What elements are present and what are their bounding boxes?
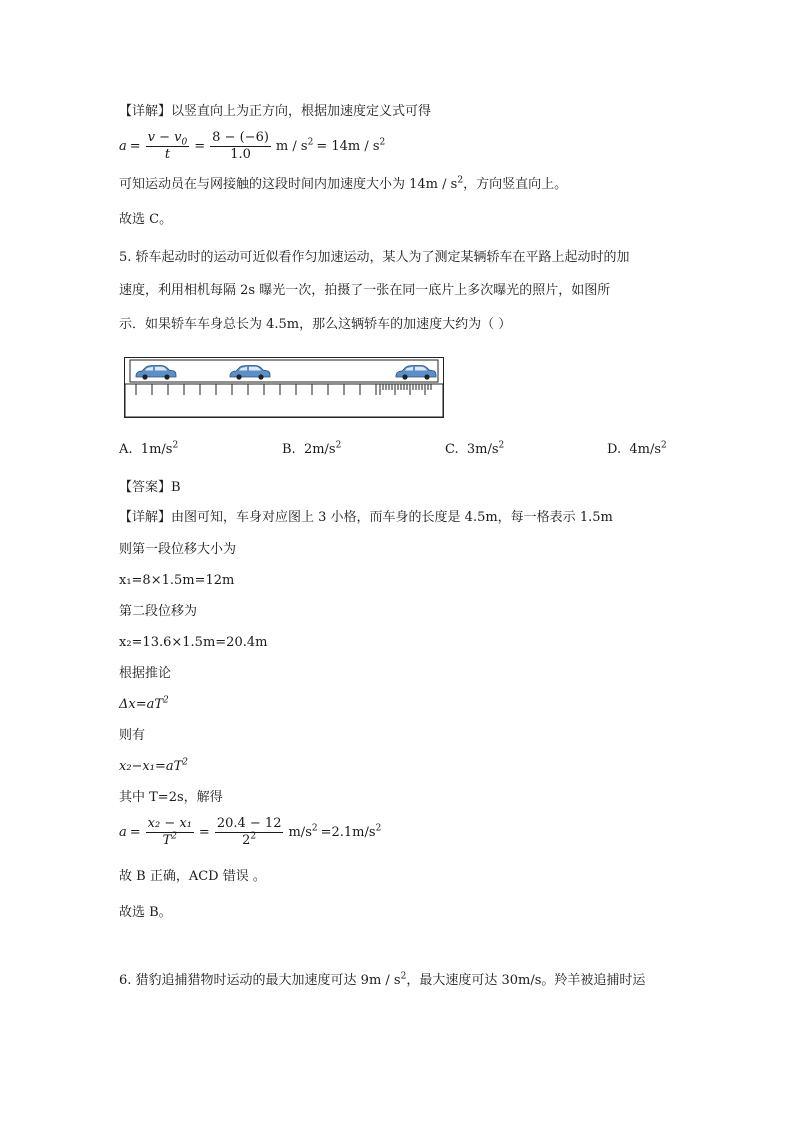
equation-difference: $x_2-x_1=aT^2$	[119, 757, 189, 774]
fraction-x-over-T	[146, 816, 194, 849]
answer-line-5	[119, 479, 181, 497]
step-line-2: 第二段位移为	[119, 604, 198, 619]
option-a[interactable]: A. $1m/s^2$	[119, 440, 179, 457]
step-line-3: 根据推论	[119, 666, 172, 681]
detail-line-4	[119, 103, 431, 121]
formula-result: $=2.1m/s^2$	[320, 823, 382, 840]
formula-var-a: a	[119, 138, 127, 154]
question5-line1: 5. 轿车起动时的运动可近似看作匀加速运动，某人为了测定某辆轿车在平路上起动时的加	[119, 250, 630, 265]
equation-x2: x₂=13.6×1.5m=20.4m	[119, 635, 268, 650]
choice-line-5: 故选 B。	[119, 905, 172, 920]
question5-line3: 示．如果轿车车身总长为 4.5m，那么这辆轿车的加速度大约为（ ）	[119, 317, 512, 332]
formula-var-a: a	[119, 824, 127, 840]
car-ruler-figure	[124, 357, 444, 419]
photo-strip	[130, 360, 438, 382]
fraction-numerator: $v - v_0$	[147, 130, 188, 148]
answer-value: B	[171, 480, 181, 495]
choice-line-4: 故选 C。	[119, 212, 173, 227]
formula-final-accel: a = $\frac{\text{x₂ − x₁}}{T^2}$ = $\frac{20.4 - 12}{2^2}$ $m/s^2$ $=2.1m/s^2$	[119, 816, 382, 848]
formula-accel-definition	[119, 130, 385, 163]
option-b[interactable]: B. $2m/s^2$	[282, 440, 342, 457]
step-line-1: 则第一段位移大小为	[119, 542, 237, 557]
fraction-denominator: 1.0	[230, 147, 251, 162]
detail-line-5	[119, 509, 613, 527]
answer-tag: 【答案】	[119, 480, 172, 495]
fraction-numerator: 20.4 − 12	[216, 816, 282, 831]
step-line-5: 其中 T=2s，解得	[119, 790, 223, 805]
conclusion-line-4: 可知运动员在与网接触的这段时间内加速度大小为 $14m / s^2$，方向竖直向上。	[119, 175, 568, 192]
fraction-v-over-t	[146, 130, 190, 163]
detail-text: 以竖直向上为正方向，根据加速度定义式可得	[171, 104, 432, 119]
fraction-denominator: $T^2$	[162, 831, 177, 848]
formula-result: = $14m / s^2$	[316, 137, 386, 154]
conclusion-line-5: 故 B 正确，ACD 错误 。	[119, 869, 266, 884]
formula-eq: =	[129, 138, 141, 154]
fraction-numerator: x₂ − x₁	[147, 816, 192, 831]
formula-eq-2: =	[194, 138, 206, 154]
formula-unit: $m/s^2$	[288, 823, 318, 840]
equation-delta-x: $\Delta x=aT^2$	[119, 695, 169, 712]
fraction-denominator: $2^2$	[242, 831, 257, 848]
fraction-values	[215, 816, 284, 849]
equation-x1: x₁=8×1.5m=12m	[119, 573, 235, 588]
step-line-4: 则有	[119, 728, 146, 743]
fraction-denominator: t	[164, 147, 171, 162]
fraction-numerator: 8 − (−6)	[212, 130, 269, 145]
option-d[interactable]: D. $4m/s^2$	[607, 440, 667, 457]
question6-line1: 6. 猎豹追捕猎物时运动的最大加速度可达 $9m / s^2$，最大速度可达 30m/s。羚羊被追捕时运	[119, 971, 646, 988]
question5-line2: 速度，利用相机每隔 2s 曝光一次，拍摄了一张在同一底片上多次曝光的照片，如图所	[119, 283, 611, 298]
detail-text: 由图可知，车身对应图上 3 小格，而车身的长度是 4.5m，每一格表示 1.5m	[171, 510, 613, 525]
option-c[interactable]: C. $3m/s^2$	[445, 440, 505, 457]
detail-tag: 【详解】	[119, 104, 172, 119]
formula-unit: m / $s^2$	[275, 137, 314, 154]
fraction-values	[210, 130, 271, 163]
detail-tag: 【详解】	[119, 510, 172, 525]
